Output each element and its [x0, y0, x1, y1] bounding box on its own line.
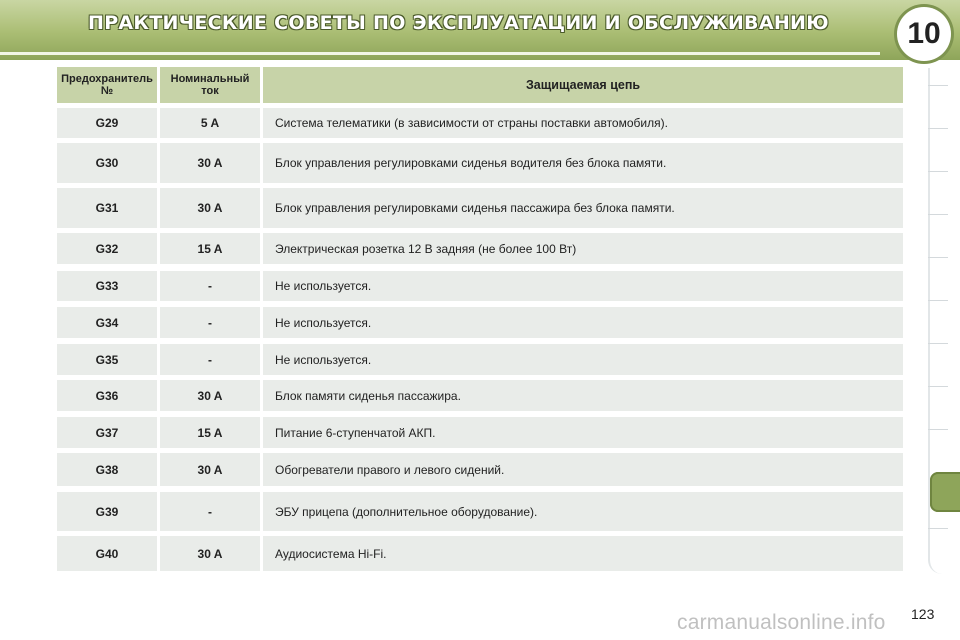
tab-divider: [928, 386, 948, 387]
tab-divider: [928, 171, 948, 172]
fuse-rating: -: [160, 271, 260, 301]
tab-divider: [928, 85, 948, 86]
table-row: [57, 271, 903, 301]
header-circuit: Защищаемая цепь: [263, 67, 903, 103]
page-number: 123: [911, 606, 935, 622]
fuse-number: G38: [57, 453, 157, 486]
fuse-number: G37: [57, 417, 157, 448]
fuse-rating: 30 A: [160, 536, 260, 571]
fuse-number: G34: [57, 307, 157, 338]
page-title: ПРАКТИЧЕСКИЕ СОВЕТЫ ПО ЭКСПЛУАТАЦИИ И ОБСЛУЖИВАНИЮ: [88, 12, 829, 34]
fuse-rating: -: [160, 307, 260, 338]
table-row: [57, 380, 903, 411]
fuse-number: G40: [57, 536, 157, 571]
table-row: [57, 188, 903, 228]
fuse-number: G30: [57, 143, 157, 183]
tab-divider: [928, 128, 948, 129]
fuse-number: G39: [57, 492, 157, 531]
header-fuse-number: [57, 67, 157, 103]
fuse-rating: 30 A: [160, 188, 260, 228]
fuse-circuit: ЭБУ прицепа (дополнительное оборудование).: [263, 492, 903, 531]
table-row: [57, 453, 903, 486]
active-chapter-tab[interactable]: [930, 472, 960, 512]
table-row: [57, 492, 903, 531]
header-fuse-number-sign: №: [100, 85, 114, 97]
header-rating-label: Номинальный: [170, 73, 250, 85]
watermark: carmanualsonline.info: [677, 611, 886, 634]
fuse-rating: -: [160, 344, 260, 375]
header-rating: [160, 67, 260, 103]
fuse-circuit: Не используется.: [263, 307, 903, 338]
fuse-rating: 30 A: [160, 453, 260, 486]
fuse-rating: 15 A: [160, 417, 260, 448]
header-banner: [0, 0, 960, 60]
fuse-number: G32: [57, 233, 157, 264]
table-row: [57, 143, 903, 183]
fuse-rating: 30 A: [160, 380, 260, 411]
header-divider: [0, 52, 880, 55]
header-rating-unit: ток: [201, 85, 219, 97]
fuse-circuit: Обогреватели правого и левого сидений.: [263, 453, 903, 486]
fuse-circuit: Электрическая розетка 12 В задняя (не более 100 Вт): [263, 233, 903, 264]
table-row: [57, 417, 903, 448]
fuse-rating: 30 A: [160, 143, 260, 183]
fuse-rating: 15 A: [160, 233, 260, 264]
fuse-number: G33: [57, 271, 157, 301]
fuse-rating: -: [160, 492, 260, 531]
table-row: [57, 233, 903, 264]
table-row: [57, 536, 903, 571]
fuse-circuit: Не используется.: [263, 271, 903, 301]
fuse-rating: 5 A: [160, 108, 260, 138]
table-row: [57, 307, 903, 338]
fuse-circuit: Блок управления регулировками сиденья пассажира без блока памяти.: [263, 188, 903, 228]
tab-divider: [928, 257, 948, 258]
fuse-circuit: Блок управления регулировками сиденья водителя без блока памяти.: [263, 143, 903, 183]
fuse-circuit: Не используется.: [263, 344, 903, 375]
tab-divider: [928, 214, 948, 215]
table-row: [57, 108, 903, 138]
tab-divider: [928, 300, 948, 301]
fuse-circuit: Аудиосистема Hi-Fi.: [263, 536, 903, 571]
fuse-circuit: Блок памяти сиденья пассажира.: [263, 380, 903, 411]
chapter-badge: 10: [897, 7, 951, 61]
fuse-number: G31: [57, 188, 157, 228]
fuse-circuit: Питание 6-ступенчатой АКП.: [263, 417, 903, 448]
fuse-number: G29: [57, 108, 157, 138]
header-fuse-label: Предохранитель: [61, 73, 153, 85]
tab-divider: [928, 429, 948, 430]
fuse-number: G36: [57, 380, 157, 411]
table-header-row: [57, 67, 903, 103]
fuse-circuit: Система телематики (в зависимости от страны поставки автомобиля).: [263, 108, 903, 138]
fuse-number: G35: [57, 344, 157, 375]
tab-divider: [928, 343, 948, 344]
tab-divider: [928, 528, 948, 529]
table-row: [57, 344, 903, 375]
